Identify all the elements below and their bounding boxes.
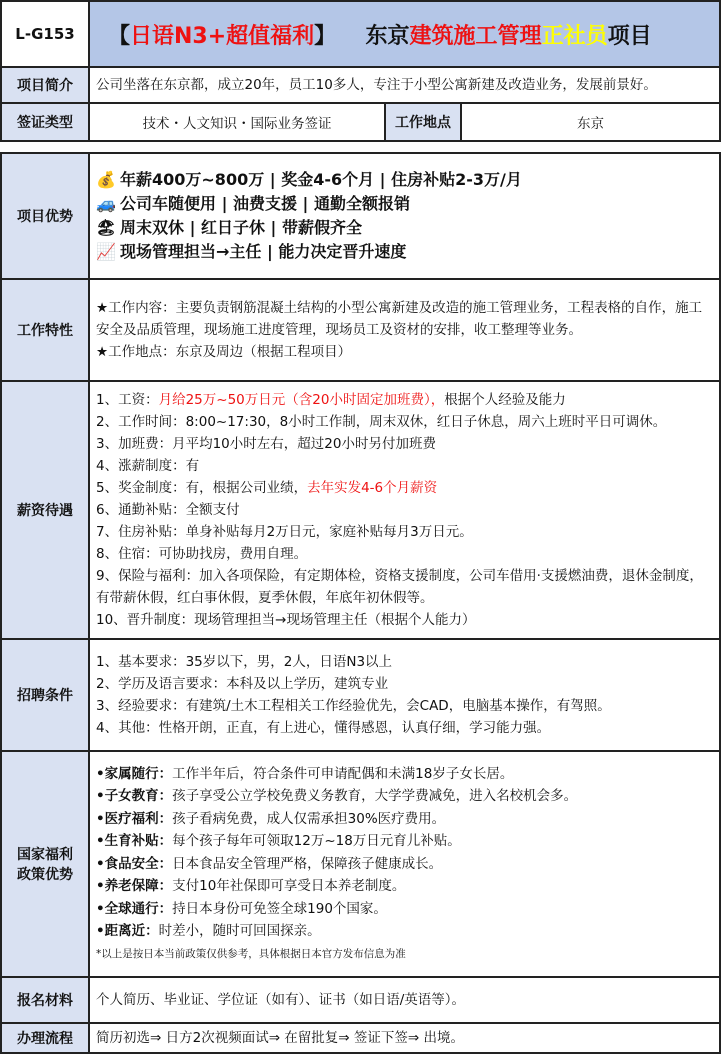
policy-label-line: 政策优势	[17, 867, 73, 883]
policy-key: •距离近：	[96, 923, 159, 940]
policy-key: •食品安全：	[96, 855, 173, 872]
job-id: L-G153	[1, 1, 89, 67]
policy-note: *以上是按日本当前政策仅供参考，具体根据日本官方发布信息为准	[96, 947, 406, 960]
salary-line: 3、加班费：月平均10小时左右，超过20小时另付加班费	[96, 436, 436, 452]
advantage-text: 年薪400万~800万 | 奖金4-6个月 | 住房补贴2-3万/月	[120, 170, 522, 189]
policy-value: 支付10年社保即可享受日本养老制度。	[172, 878, 406, 895]
policy-item	[96, 898, 713, 921]
process-label: 办理流程	[1, 1023, 89, 1053]
advantage-item	[96, 240, 713, 264]
visa-value: 技术・人文知识・国际业务签证	[89, 103, 385, 141]
salary-line: 4、涨薪制度：有	[96, 458, 200, 474]
features-label: 工作特性	[1, 279, 89, 381]
car-icon: 🚙	[96, 194, 116, 213]
salary-line: 6、通勤补贴：全额支付	[96, 502, 240, 518]
location-label: 工作地点	[385, 103, 461, 141]
page-title	[89, 1, 720, 67]
policy-value: 日本食品安全管理严格，保障孩子健康成长。	[172, 855, 443, 872]
title-bracket-open: 【	[108, 23, 131, 49]
salary-line	[96, 389, 713, 411]
materials-text: 个人简历、毕业证、学位证（如有）、证书（如日语/英语等）。	[89, 977, 720, 1023]
features-text	[89, 279, 720, 381]
policy-value: 工作半年后，符合条件可申请配偶和未满18岁子女长居。	[172, 765, 514, 782]
beach-icon: 🏖	[96, 218, 117, 237]
policy-text	[89, 751, 720, 977]
salary-highlight: 月给25万~50万日元（含20小时固定加班费），	[158, 392, 445, 408]
policy-key: •医疗福利：	[96, 810, 173, 827]
advantages-list	[89, 153, 720, 279]
policy-value: 孩子享受公立学校免费义务教育，大学学费减免，进入名校机会多。	[172, 788, 578, 805]
salary-line	[96, 477, 713, 499]
advantage-item	[96, 192, 713, 216]
process-text: 简历初选⇒ 日方2次视频面试⇒ 在留批复⇒ 签证下签⇒ 出境。	[89, 1023, 720, 1053]
visa-label: 签证类型	[1, 103, 89, 141]
materials-label: 报名材料	[1, 977, 89, 1023]
salary-line: 7、住房补贴：单身补贴每月2万日元，家庭补贴每月3万日元。	[96, 524, 473, 540]
policy-value: 孩子看病免费，成人仅需承担30%医疗费用。	[172, 810, 446, 827]
requirement-line: 4、其他：性格开朗，正直，有上进心，懂得感恩，认真仔细，学习能力强。	[96, 720, 551, 736]
salary-line-suffix: 根据个人经验及能力	[444, 392, 566, 408]
policy-item	[96, 763, 713, 786]
title-suffix: 项目	[607, 23, 652, 49]
policy-value: 时差小，随时可回国探亲。	[158, 923, 321, 940]
feature-line: ★工作内容：主要负责钢筋混凝土结构的小型公寓新建及改造的施工管理业务，工程表格的自作，施工安全及品质管理，现场施工进度管理，现场员工及资材的安排，收工整理等业务。	[96, 300, 703, 338]
requirement-line: 3、经验要求：有建筑/土木工程相关工作经验优先，会CAD，电脑基本操作，有驾照。	[96, 698, 611, 714]
salary-text	[89, 381, 720, 639]
title-highlight: 日语N3+超值福利	[130, 23, 315, 49]
salary-line-prefix: 1、工资：	[96, 392, 159, 408]
money-bag-icon: 💰	[96, 170, 116, 189]
requirement-line: 1、基本要求：35岁以下，男，2人，日语N3以上	[96, 654, 393, 670]
location-value: 东京	[461, 103, 720, 141]
title-employment: 正社员	[541, 23, 608, 49]
bonus-highlight: 去年实发4-6个月薪资	[307, 480, 438, 496]
salary-line: 2、工作时间：8:00~17:30，8小时工作制，周末双休，红日子休息，周六上班时平日可调休。	[96, 414, 667, 430]
advantages-label: 项目优势	[1, 153, 89, 279]
intro-text: 公司坐落在东京都，成立20年，员工10多人，专注于小型公寓新建及改造业务，发展前景好。	[89, 67, 720, 103]
policy-value: 持日本身份可免签全球190个国家。	[172, 900, 387, 917]
policy-key: •子女教育：	[96, 788, 173, 805]
policy-item	[96, 875, 713, 898]
salary-line: 10、晋升制度：现场管理担当→现场管理主任（根据个人能力）	[96, 612, 476, 628]
requirements-text	[89, 639, 720, 751]
advantage-item	[96, 216, 713, 240]
policy-item	[96, 920, 713, 943]
policy-item	[96, 830, 713, 853]
advantage-text: 现场管理担当→主任 | 能力决定晋升速度	[120, 242, 407, 261]
advantage-text: 周末双休 | 红日子休 | 带薪假齐全	[120, 218, 362, 237]
title-bracket-close: 】	[314, 23, 337, 49]
policy-key: •生育补贴：	[96, 833, 173, 850]
details-table	[0, 152, 721, 1054]
header-table	[0, 0, 721, 142]
policy-label	[1, 751, 89, 977]
requirement-line: 2、学历及语言要求：本科及以上学历，建筑专业	[96, 676, 389, 692]
requirements-label: 招聘条件	[1, 639, 89, 751]
policy-item	[96, 808, 713, 831]
policy-item	[96, 785, 713, 808]
policy-key: •家属随行：	[96, 765, 173, 782]
salary-line: 8、住宿：可协助找房，费用自理。	[96, 546, 308, 562]
policy-key: •养老保障：	[96, 878, 173, 895]
title-job: 建筑施工管理	[409, 23, 542, 49]
salary-label: 薪资待遇	[1, 381, 89, 639]
salary-line: 9、保险与福利：加入各项保险，有定期体检，资格支援制度，公司车借用·支援燃油费，退休金制度，有带薪休假，红白事休假，夏季休假，年底年初休假等。	[96, 568, 703, 606]
title-location: 东京	[365, 23, 410, 49]
policy-label-line: 国家福利	[17, 847, 73, 863]
advantage-item	[96, 168, 713, 192]
feature-line: ★工作地点：东京及周边（根据工程项目）	[96, 344, 352, 360]
salary-line-prefix: 5、奖金制度：有，根据公司业绩，	[96, 480, 308, 496]
advantage-text: 公司车随便用 | 油费支援 | 通勤全额报销	[120, 194, 410, 213]
policy-key: •全球通行：	[96, 900, 173, 917]
chart-up-icon: 📈	[96, 242, 116, 261]
intro-label: 项目简介	[1, 67, 89, 103]
policy-item	[96, 853, 713, 876]
policy-value: 每个孩子每年可领取12万~18万日元育儿补贴。	[172, 833, 461, 850]
